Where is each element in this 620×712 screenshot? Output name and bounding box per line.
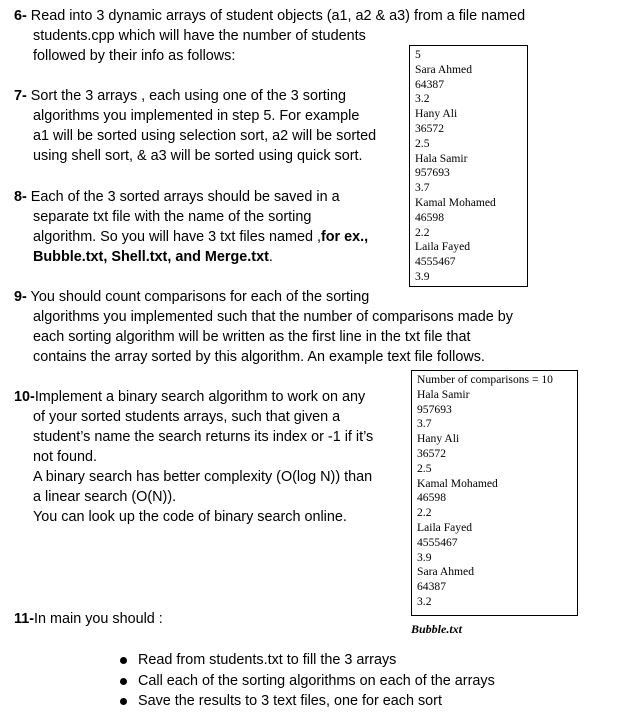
bubble-line: Hala Samir [417,387,470,401]
bubble-line: Kamal Mohamed [417,476,498,490]
item-8-number: 8- [14,189,27,205]
item-10-line-2: of your sorted students arrays, such that given a [33,409,341,425]
item-7-line-3: a1 will be sorted using selection sort, a2 will be sorted [33,128,377,144]
bubble-line: 2.5 [417,461,432,475]
item-8-line-4: Bubble.txt, Shell.txt, and Merge.txt. [33,249,273,265]
item-7-number: 7- [14,88,27,104]
students-line: 46598 [415,210,444,224]
item-7-line-2: algorithms you implemented in step 5. For example [33,108,360,124]
item-9-number: 9- [14,289,27,305]
students-line: Hala Samir [415,151,468,165]
bubble-line: 64387 [417,580,446,594]
bubble-line: 3.7 [417,417,432,431]
item-9-line-3: each sorting algorithm will be written as the first line in the txt file that [33,329,471,345]
students-line: Kamal Mohamed [415,195,496,209]
bubble-line: 4555467 [417,535,458,549]
bubble-line: 36572 [417,446,446,460]
bubble-line: 957693 [417,402,452,416]
students-line: 3.9 [415,269,430,283]
item-8-line-1: 8- Each of the 3 sorted arrays should be saved in a [14,189,340,205]
item-11-number: 11- [14,611,35,627]
item-6-line-3: followed by their info as follows: [33,48,236,64]
students-line: 3.7 [415,181,430,195]
item-10-number: 10- [14,389,35,405]
students-line: Laila Fayed [415,240,471,254]
item-8-filenames: Bubble.txt, Shell.txt, and Merge.txt [33,249,269,265]
students-line: 2.5 [415,136,430,150]
students-line: 957693 [415,166,450,180]
students-line: 36572 [415,121,444,135]
list-item: Call each of the sorting algorithms on each of the arrays [118,671,495,692]
item-7-line-4: using shell sort, & a3 will be sorted using quick sort. [33,148,363,164]
bubble-caption: Bubble.txt [411,622,463,636]
list-item: Read from students.txt to fill the 3 arrays [118,650,495,671]
item-10-line-7: You can look up the code of binary search online. [33,509,347,525]
bubble-file-example [411,370,578,616]
students-line: 2.2 [415,225,430,239]
students-line: 3.2 [415,92,430,106]
students-count: 5 [415,48,421,61]
bubble-line: Sara Ahmed [417,565,474,579]
item-8-line-2: separate txt file with the name of the sorting [33,209,312,225]
bubble-line: 3.9 [417,550,432,564]
students-file-example [409,45,528,287]
item-11-heading: 11-In main you should : [14,611,163,627]
item-9-line-1: 9- You should count comparisons for each of the sorting [14,289,370,305]
comparisons-line: Number of comparisons = 10 [417,373,553,386]
item-10-line-5: A binary search has better complexity (O(log N)) than [33,469,373,485]
bubble-line: 3.2 [417,594,432,608]
item-10-line-1: 10-Implement a binary search algorithm to work on any [14,389,366,405]
item-9-line-4: contains the array sorted by this algorithm. An example text file follows. [33,349,485,365]
students-line: Sara Ahmed [415,62,472,76]
item-10-line-6: a linear search (O(N)). [33,489,177,505]
item-6-line-1: 6- Read into 3 dynamic arrays of student objects (a1, a2 & a3) from a file named [14,8,526,24]
item-8-line-3: algorithm. So you will have 3 txt files named ,for ex., [33,229,369,245]
item-6-line-2: students.cpp which will have the number of students [33,28,366,44]
bubble-line: Laila Fayed [417,520,473,534]
item-10-line-3: student’s name the search returns its index or -1 if it’s [33,429,374,445]
item-10-line-4: not found. [33,449,98,465]
main-steps-list [118,650,495,712]
students-line: 64387 [415,77,444,91]
item-6-number: 6- [14,8,27,24]
item-7-line-1: 7- Sort the 3 arrays , each using one of the 3 sorting [14,88,346,104]
students-line: Hany Ali [415,107,458,121]
bubble-line: 2.2 [417,506,432,520]
item-8-bold-inline: for ex., [320,229,369,245]
list-item: Save the results to 3 text files, one for each sort [118,691,495,712]
students-line: 4555467 [415,255,456,269]
item-9-line-2: algorithms you implemented such that the number of comparisons made by [33,309,513,325]
bubble-line: 46598 [417,491,446,505]
bubble-line: Hany Ali [417,432,460,446]
